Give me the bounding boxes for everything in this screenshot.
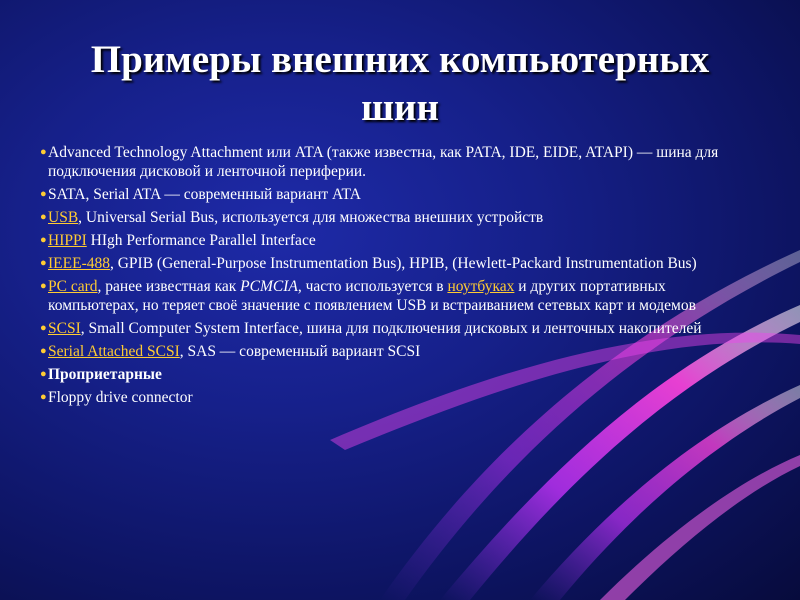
- bullet-scsi: [40, 319, 760, 338]
- bullet-ata: [40, 143, 760, 181]
- bullet-text: Floppy drive connector: [48, 389, 193, 406]
- bullet-sas: [40, 342, 760, 361]
- bullet-usb: [40, 208, 760, 227]
- bullet-marker-icon: ●: [40, 234, 47, 246]
- bullet-marker-icon: ●: [40, 345, 47, 357]
- bullet-floppy: [40, 388, 760, 407]
- title-line-2: шин: [361, 86, 439, 129]
- bullet-pc-card: [40, 277, 760, 315]
- bullet-text: , GPIB (General-Purpose Instrumentation Bus), HPIB, (Hewlett-Packard Instrumentation Bus): [109, 255, 697, 272]
- slide-title: [0, 36, 800, 132]
- bullet-proprietary: [40, 365, 760, 384]
- link-usb[interactable]: USB: [48, 209, 79, 226]
- bullet-text: , ранее известная как: [97, 278, 241, 295]
- bullet-sata: [40, 185, 760, 204]
- bullet-bold-text: Проприетарные: [48, 366, 162, 383]
- bullet-text: , SAS — современный вариант SCSI: [179, 343, 421, 360]
- link-notebooks[interactable]: ноутбуках: [447, 278, 515, 295]
- bullet-text: , часто используется в: [297, 278, 448, 295]
- link-serial-attached-scsi[interactable]: Serial Attached SCSI: [48, 343, 180, 360]
- title-line-1: Примеры внешних компьютерных: [90, 38, 710, 81]
- link-scsi[interactable]: SCSI: [48, 320, 81, 337]
- link-hippi[interactable]: HIPPI: [48, 232, 87, 249]
- link-ieee-488[interactable]: IEEE-488: [48, 255, 110, 272]
- bullet-ieee488: [40, 254, 760, 273]
- bullet-text: Advanced Technology Attachment или ATA (также известна, как PATA, IDE, EIDE, ATAPI) — шина для подключения дисковой и ленточной периферии.: [48, 144, 719, 180]
- bullet-list: [40, 143, 760, 411]
- bullet-text: и других портативных компьютерах, но теряет своё значение с появлением USB и встраиванием сетевых карт и модемов: [48, 278, 696, 314]
- bullet-marker-icon: ●: [40, 211, 47, 223]
- bullet-marker-icon: ●: [40, 146, 47, 158]
- bullet-text: , Universal Serial Bus, используется для множества внешних устройств: [78, 209, 544, 226]
- link-pc-card[interactable]: PC card: [48, 278, 98, 295]
- bullet-marker-icon: ●: [40, 257, 47, 269]
- bullet-marker-icon: ●: [40, 368, 47, 380]
- bullet-hippi: [40, 231, 760, 250]
- bullet-marker-icon: ●: [40, 280, 47, 292]
- bullet-italic-text: PCMCIA: [240, 278, 298, 295]
- bullet-text: HIgh Performance Parallel Interface: [86, 232, 316, 249]
- bullet-text: , Small Computer System Interface, шина для подключения дисковых и ленточных накопителей: [80, 320, 702, 337]
- bullet-marker-icon: ●: [40, 322, 47, 334]
- bullet-text: SATA, Serial ATA — современный вариант ATA: [48, 186, 361, 203]
- bullet-marker-icon: ●: [40, 391, 47, 403]
- bullet-marker-icon: ●: [40, 188, 47, 200]
